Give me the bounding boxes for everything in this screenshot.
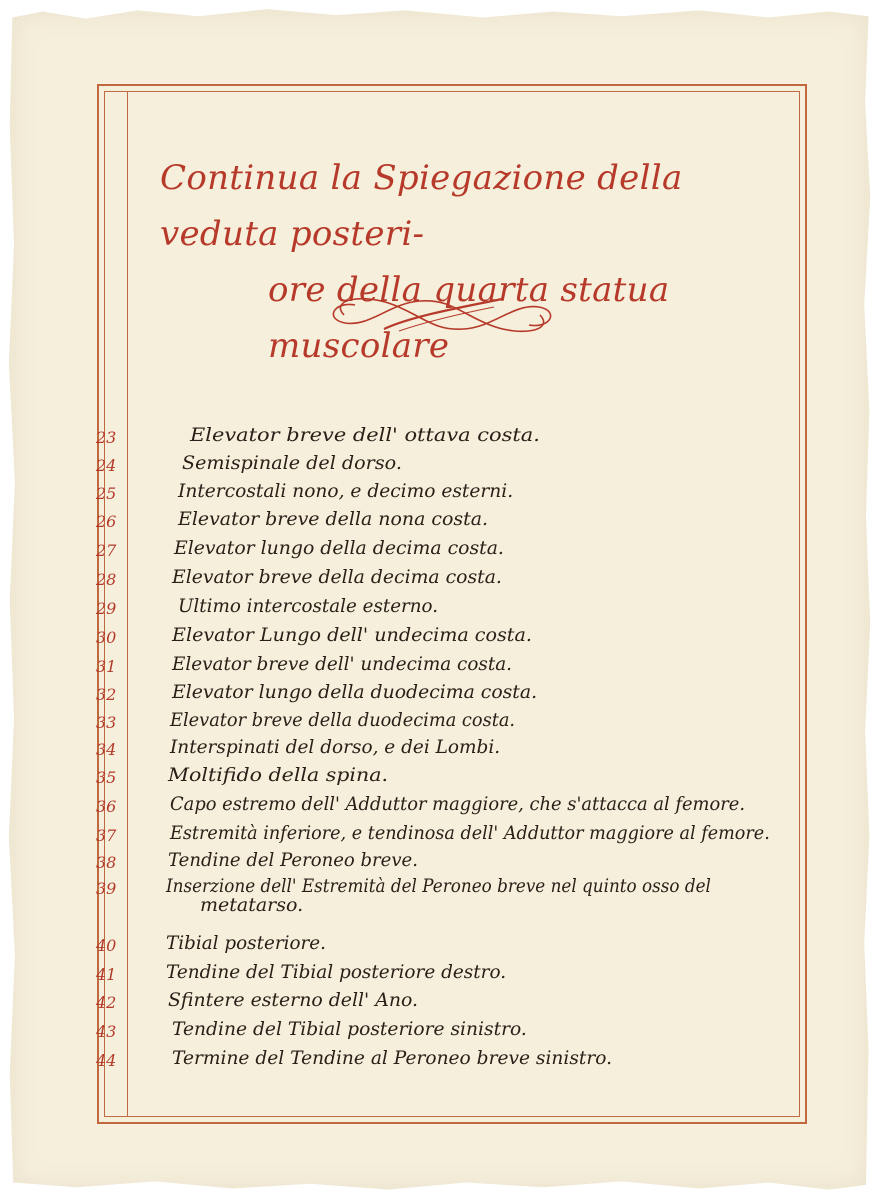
entry-number: 43: [96, 1022, 117, 1041]
legend-entry: [0, 736, 881, 766]
entry-text: Moltifido della spina.: [168, 764, 389, 786]
legend-entry: [0, 681, 881, 711]
entry-number: 39: [96, 879, 117, 898]
legend-entry: [0, 989, 881, 1019]
entry-number: 36: [96, 797, 117, 816]
legend-entry: [0, 1047, 881, 1077]
entry-number: 40: [96, 936, 117, 955]
entry-text: Ultimo intercostale esterno.: [178, 595, 439, 617]
legend-entry: [0, 537, 881, 567]
entry-text: Sfintere esterno dell' Ano.: [168, 989, 419, 1011]
entry-text: Elevator breve dell' undecima costa.: [172, 653, 512, 675]
entry-text: Elevator breve dell' ottava costa.: [190, 424, 540, 446]
entry-text: Estremità inferiore, e tendinosa dell' Adduttor maggiore al femore.: [170, 822, 770, 844]
entry-number: 35: [96, 768, 117, 787]
legend-entry: [0, 822, 881, 852]
entry-number: 27: [96, 541, 117, 560]
entry-text: Tibial posteriore.: [166, 932, 327, 954]
entry-text: Termine del Tendine al Peroneo breve sinistro.: [172, 1047, 613, 1069]
entry-text: Tendine del Tibial posteriore destro.: [166, 961, 507, 983]
entry-text: Intercostali nono, e decimo esterni.: [178, 480, 514, 502]
entry-number: 34: [96, 740, 117, 759]
entry-number: 26: [96, 512, 117, 531]
entry-text: Interspinati del dorso, e dei Lombi.: [170, 736, 501, 758]
legend-entry: [0, 1018, 881, 1048]
title-line-1: Continua la Spiegazione della veduta posteri-: [160, 158, 683, 254]
entry-number: 28: [96, 570, 117, 589]
entry-text: Elevator lungo della duodecima costa.: [172, 681, 538, 703]
entry-number: 33: [96, 713, 117, 732]
legend-entry: [0, 653, 881, 683]
entry-number: 32: [96, 685, 117, 704]
entry-number: 23: [96, 428, 117, 447]
legend-entry: [0, 875, 881, 905]
entry-text: Capo estremo dell' Adduttor maggiore, che s'attacca al femore.: [170, 793, 746, 815]
legend-entry: [0, 624, 881, 654]
legend-entry: [0, 595, 881, 625]
legend-entry: [0, 480, 881, 510]
flourish-ornament: [324, 285, 560, 345]
entry-number: 24: [96, 456, 117, 475]
entry-text-continuation: metatarso.: [200, 894, 304, 916]
entry-text: Elevator breve della decima costa.: [172, 566, 502, 588]
entry-number: 31: [96, 657, 117, 676]
legend-entry: [0, 932, 881, 962]
legend-entry: [0, 452, 881, 482]
legend-entry: [0, 424, 881, 454]
legend-entry: [0, 508, 881, 538]
entry-text: Tendine del Peroneo breve.: [168, 849, 418, 871]
entry-number: 30: [96, 628, 117, 647]
entry-text: Elevator breve della nona costa.: [178, 508, 489, 530]
entry-number: 37: [96, 826, 117, 845]
entry-text: Tendine del Tibial posteriore sinistro.: [172, 1018, 527, 1040]
entry-text: Semispinale del dorso.: [182, 452, 402, 474]
title-line-2: ore della quarta statua muscolare: [268, 270, 670, 366]
entry-text: Inserzione dell' Estremità del Peroneo breve nel quinto osso del: [166, 875, 711, 897]
entry-number: 38: [96, 853, 117, 872]
legend-entry: [0, 793, 881, 823]
legend-entry: [0, 566, 881, 596]
entry-text: Elevator Lungo dell' undecima costa.: [172, 624, 532, 646]
legend-entry: [0, 961, 881, 991]
entry-number: 44: [96, 1051, 117, 1070]
legend-entry: [0, 764, 881, 794]
legend-entry: [0, 709, 881, 739]
entry-number: 42: [96, 993, 117, 1012]
entry-number: 41: [96, 965, 117, 984]
entry-text: Elevator breve della duodecima costa.: [170, 709, 516, 731]
entry-text: Elevator lungo della decima costa.: [174, 537, 504, 559]
entry-number: 29: [96, 599, 117, 618]
entry-number: 25: [96, 484, 117, 503]
